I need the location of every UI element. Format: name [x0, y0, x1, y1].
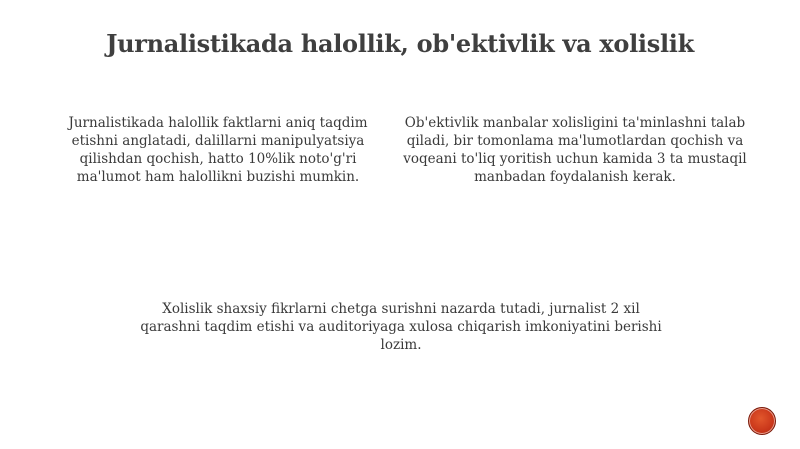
- slide-nav-button[interactable]: [748, 407, 776, 435]
- paragraph-honesty: Jurnalistikada halollik faktlarni aniq taqdim etishni anglatadi, dalillarni manipulyatsiya qilishdan qochish, hatto 10%lik noto'g'ri ma'lumot ham halollikni buzishi mumkin.: [68, 115, 368, 185]
- paragraph-impartiality: Xolislik shaxsiy fikrlarni chetga surishni nazarda tutadi, jurnalist 2 xil qarashni taqdim etishi va auditoriyaga xulosa chiqarish imkoniyatini berishi lozim.: [140, 301, 662, 353]
- paragraph-objectivity: Ob'ektivlik manbalar xolisligini ta'minlashni talab qiladi, bir tomonlama ma'lumotlardan qochish va voqeani to'liq yoritish uchun kamida 3 ta mustaqil manbadan foydalanish kerak.: [403, 115, 747, 185]
- slide-title: Jurnalistikada halollik, ob'ektivlik va xolislik: [106, 29, 694, 58]
